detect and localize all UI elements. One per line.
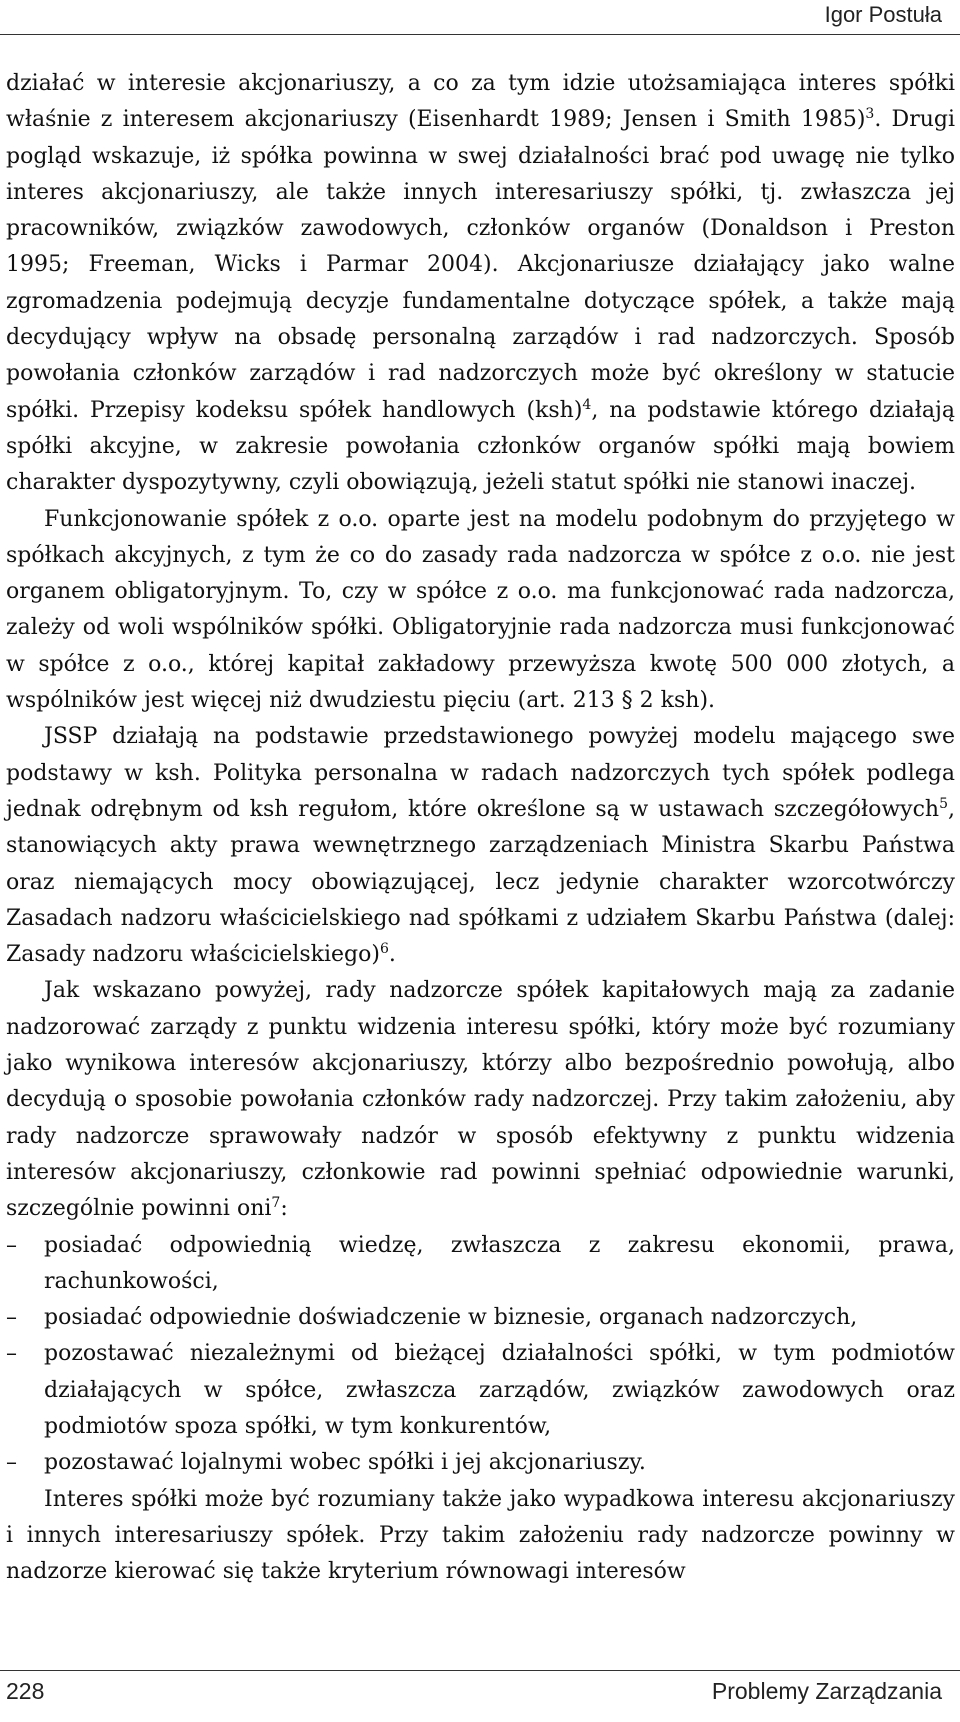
paragraph-1 <box>6 66 955 502</box>
list-dash: – <box>6 1450 17 1476</box>
body-text <box>6 66 955 1590</box>
list-item-text: pozostawać niezależnymi od bieżącej działalności spółki, w tym podmiotów działających w spółce, zwłaszcza zarządów, związków zawodowych oraz podmiotów spoza spółki, w tym konkurentów, <box>44 1341 955 1439</box>
journal-name: Problemy Zarządzania <box>711 1678 942 1704</box>
footnote-ref-5: 5 <box>939 795 948 812</box>
footer-rule <box>0 1670 960 1671</box>
list-item-text: pozostawać lojalnymi wobec spółki i jej akcjonariuszy. <box>44 1450 646 1476</box>
paragraph-5 <box>6 1482 955 1591</box>
list-dash: – <box>6 1232 17 1258</box>
list-item-text: posiadać odpowiednie doświadczenie w biznesie, organach nadzorczych, <box>44 1305 858 1331</box>
header-rule <box>0 34 960 35</box>
footnote-ref-7: 7 <box>271 1195 281 1212</box>
list-dash: – <box>6 1341 17 1367</box>
requirements-list <box>6 1228 955 1482</box>
paragraph-4-text-a: Jak wskazano powyżej, rady nadzorcze spółek kapitałowych mają za zadanie nadzorować zarządy z punktu widzenia interesu spółki, który może być rozumiany jako wynikowa interesów akcjonariuszy, którzy albo bezpośrednio powołują, albo decydują o sposobie powołania członków rady nadzorczej. Przy takim założeniu, aby rady nadzorcze sprawowały nadzór w sposób efektywny z punktu widzenia interesów akcjonariuszy, członkowie rad powinni spełniać odpowiednie warunki, szczególnie powinni oni <box>6 978 955 1222</box>
paragraph-2-text: Funkcjonowanie spółek z o.o. oparte jest na modelu podobnym do przyjętego w spółkach akcyjnych, z tym że co do zasady rada nadzorcza w spółce z o.o. nie jest organem obligatoryjnym. To, czy w spółce z o.o. ma funkcjonować rada nadzorcza, zależy od woli wspólników spółki. Obligatoryjnie rada nadzorcza musi funkcjonować w spółce z o.o., której kapitał zakładowy przewyższa kwotę 500 000 złotych, a wspólników jest więcej niż dwudziestu pięciu (art. 213 § 2 ksh). <box>6 506 955 714</box>
paragraph-3 <box>6 719 955 973</box>
footnote-ref-4: 4 <box>582 396 592 413</box>
running-head-author: Igor Postuła <box>824 2 942 27</box>
list-item <box>6 1336 955 1445</box>
paragraph-3-text-c: . <box>388 942 396 968</box>
paragraph-3-text-a: JSSP działają na podstawie przedstawionego powyżej modelu mającego swe podstawy w ksh. Polityka personalna w radach nadzorczych tych spółek podlega jednak odrębnym od ksh regułom, które określone są w ustawach szczegółowych <box>6 724 955 822</box>
paragraph-2 <box>6 502 955 720</box>
paragraph-1-text-a: działać w interesie akcjonariuszy, a co za tym idzie utożsamiająca interes spółki właśnie z interesem akcjonariuszy (Eisenhardt 1989; Jensen i Smith 1985) <box>6 71 955 133</box>
list-item <box>6 1228 955 1301</box>
list-item <box>6 1300 955 1336</box>
paragraph-3-text-b: , stanowiących akty prawa wewnętrznego zarządzeniach Ministra Skarbu Państwa oraz niemających mocy obowiązującej, lecz jedynie charakter wzorcotwórczy Zasadach nadzoru właścicielskiego nad spółkami z udziałem Skarbu Państwa (dalej: Zasady nadzoru właścicielskiego) <box>6 796 955 968</box>
page-number: 228 <box>6 1678 45 1704</box>
paragraph-4 <box>6 973 955 1227</box>
list-item-text: posiadać odpowiednią wiedzę, zwłaszcza z zakresu ekonomii, prawa, rachunkowości, <box>44 1232 955 1294</box>
paragraph-1-text-c: , na podstawie którego działają spółki akcyjne, w zakresie powołania członków organów spółki mają bowiem charakter dyspozytywny, czyli obowiązują, jeżeli statut spółki nie stanowi inaczej. <box>6 397 955 496</box>
list-dash: – <box>6 1305 17 1331</box>
footnote-ref-6: 6 <box>379 941 389 958</box>
paragraph-4-text-b: : <box>280 1196 288 1222</box>
list-item <box>6 1445 955 1481</box>
footnote-ref-3: 3 <box>865 106 875 123</box>
paragraph-5-text: Interes spółki może być rozumiany także jako wypadkowa interesu akcjonariuszy i innych interesariuszy spółek. Przy takim założeniu rady nadzorcze powinny w nadzorze kierować się także kryterium równowagi interesów <box>6 1486 955 1585</box>
paragraph-1-text-b: . Drugi pogląd wskazuje, iż spółka powinna w swej działalności brać pod uwagę nie tylko interes akcjonariuszy, ale także innych interesariuszy spółki, tj. zwłaszcza jej pracowników, związków zawodowych, członków organów (Donaldson i Preston 1995; Freeman, Wicks i Parmar 2004). Akcjonariusze działający jako walne zgromadzenia podejmują decyzje fundamentalne dotyczące spółek, a także mają decydujący wpływ na obsadę personalną zarządów i rad nadzorczych. Sposób powołania członków zarządów i rad nadzorczych może być określony w statucie spółki. Przepisy kodeksu spółek handlowych (ksh) <box>6 107 955 423</box>
